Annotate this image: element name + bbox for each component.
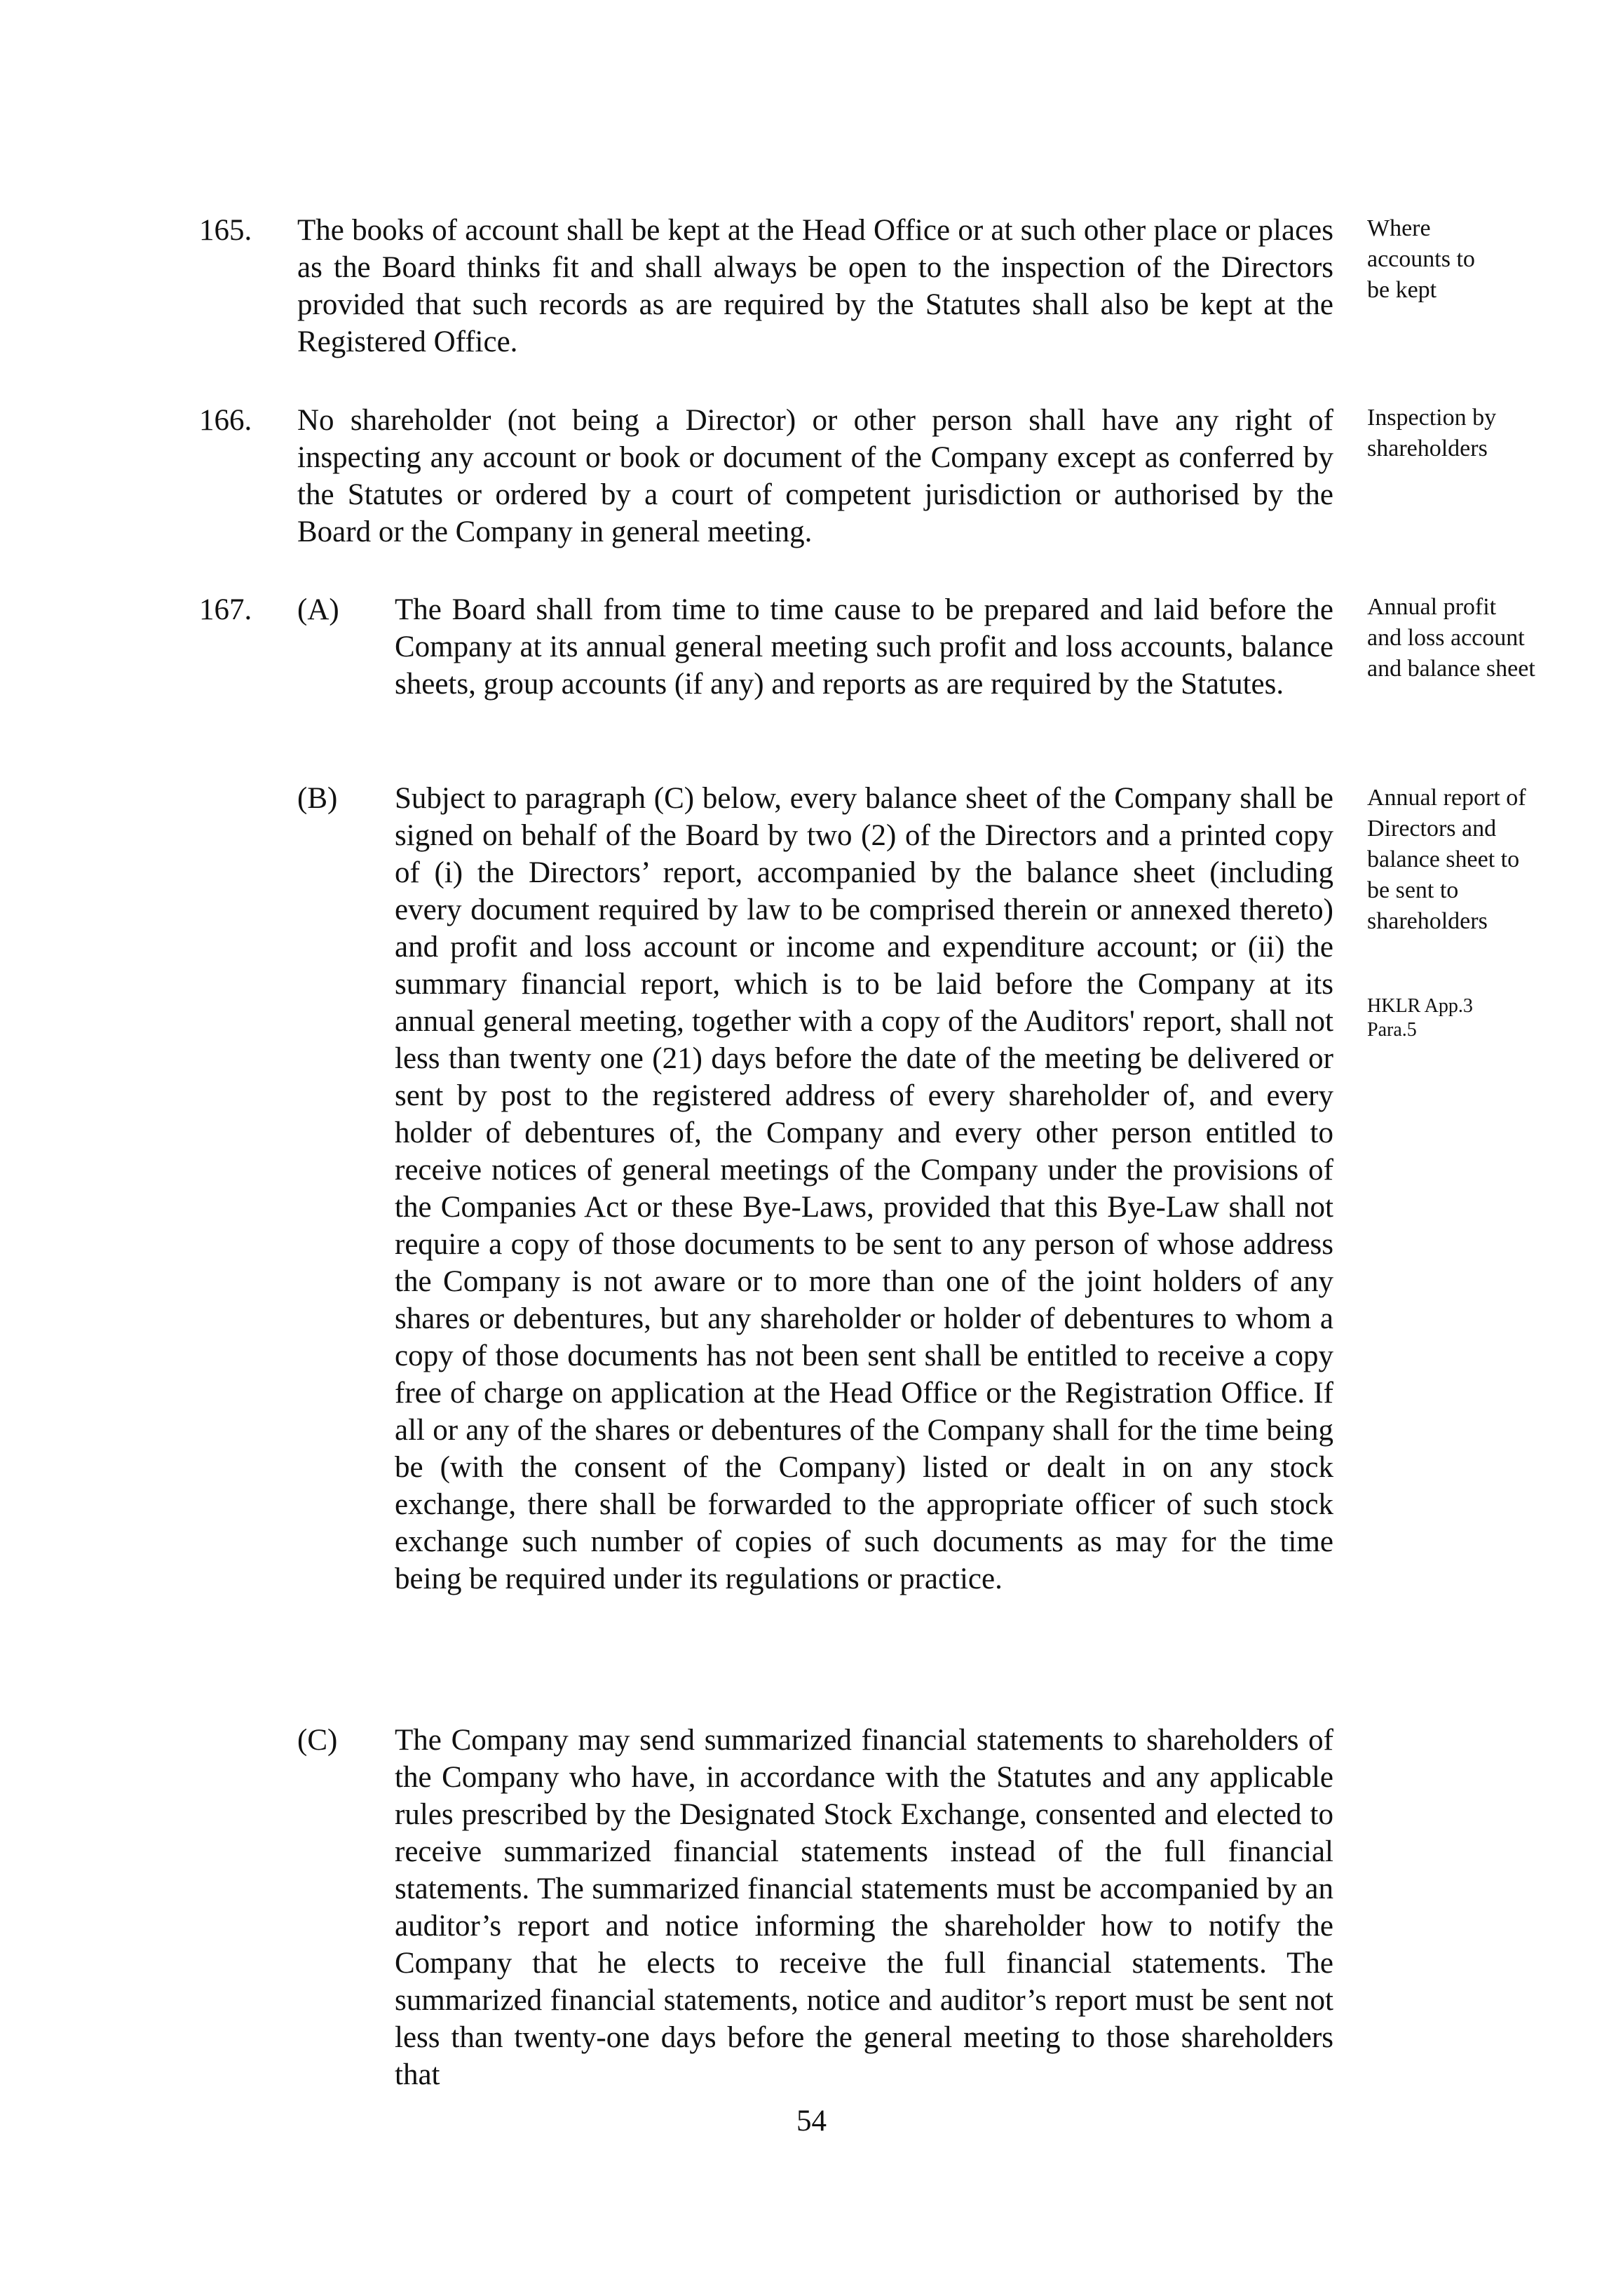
clause-166-text: No shareholder (not being a Director) or other person shall have any right of inspecting any account or book or document of the Company except as conferred by the Statutes or ordered by a court of competent jurisdiction or authorised by the Board or the Company in general meeting. bbox=[297, 404, 1333, 548]
clause-number-165: 165. bbox=[199, 214, 252, 247]
clause-number-166: 166. bbox=[199, 404, 252, 437]
clause-165-text: The books of account shall be kept at the Head Office or at such other place or places as the Board thinks fit and shall always be open to the inspection of the Directors provided that such records as are required by the Statutes shall also be kept at the Registered Office. bbox=[297, 214, 1333, 358]
subclause-label-a: (A) bbox=[297, 593, 339, 626]
margin-note-166: Inspection by shareholders bbox=[1367, 405, 1497, 461]
clause-167a-text: The Board shall from time to time cause to be prepared and laid before the Company at its annual general meeting such profit and loss accounts, balance sheets, group accounts (if any) and reports as are required by the Statutes. bbox=[395, 593, 1333, 701]
page-number: 54 bbox=[796, 2105, 827, 2138]
margin-ref-hklr: HKLR App.3 Para.5 bbox=[1367, 995, 1473, 1041]
margin-note-167b: Annual report of Directors and balance sheet to be sent to shareholders bbox=[1367, 785, 1526, 934]
clause-number-167: 167. bbox=[199, 593, 252, 626]
margin-note-165: Where accounts to be kept bbox=[1367, 215, 1475, 303]
margin-note-167a: Annual profit and loss account and balance sheet bbox=[1367, 594, 1535, 682]
subclause-label-c: (C) bbox=[297, 1724, 338, 1757]
subclause-label-b: (B) bbox=[297, 782, 338, 815]
clause-167b-text: Subject to paragraph (C) below, every balance sheet of the Company shall be signed on behalf of the Board by two (2) of the Directors and a printed copy of (i) the Directors’ report, accompanied by the balance sheet (including every document required by law to be comprised therein or annexed thereto) and profit and loss account or income and expenditure account; or (ii) the summary financial report, which is to be laid before the Company at its annual general meeting, together with a copy of the Auditors' report, shall not less than twenty one (21) days before the date of the meeting be delivered or sent by post to the registered address of every shareholder of, and every holder of debentures of, the Company and every other person entitled to receive notices of general meetings of the Company under the provisions of the Companies Act or these Bye-Laws, provided that this Bye-Law shall not require a copy of those documents to be sent to any person of whose address the Company is not aware or to more than one of the joint holders of any shares or debentures, but any shareholder or holder of debentures to whom a copy of those documents has not been sent shall be entitled to receive a copy free of charge on application at the Head Office or the Registration Office. If all or any of the shares or debentures of the Company shall for the time being be (with the consent of the Company) listed or dealt in on any stock exchange, there shall be forwarded to the appropriate officer of such stock exchange such number of copies of such documents as may for the time being be required under its regulations or practice. bbox=[395, 782, 1333, 1595]
clause-167c-text: The Company may send summarized financial statements to shareholders of the Company who have, in accordance with the Statutes and any applicable rules prescribed by the Designated Stock Exchange, consented and elected to receive summarized financial statements instead of the full financial statements. The summarized financial statements must be accompanied by an auditor’s report and notice informing the shareholder how to notify the Company that he elects to receive the full financial statements. The summarized financial statements, notice and auditor’s report must be sent not less than twenty-one days before the general meeting to those shareholders that bbox=[395, 1724, 1333, 2091]
